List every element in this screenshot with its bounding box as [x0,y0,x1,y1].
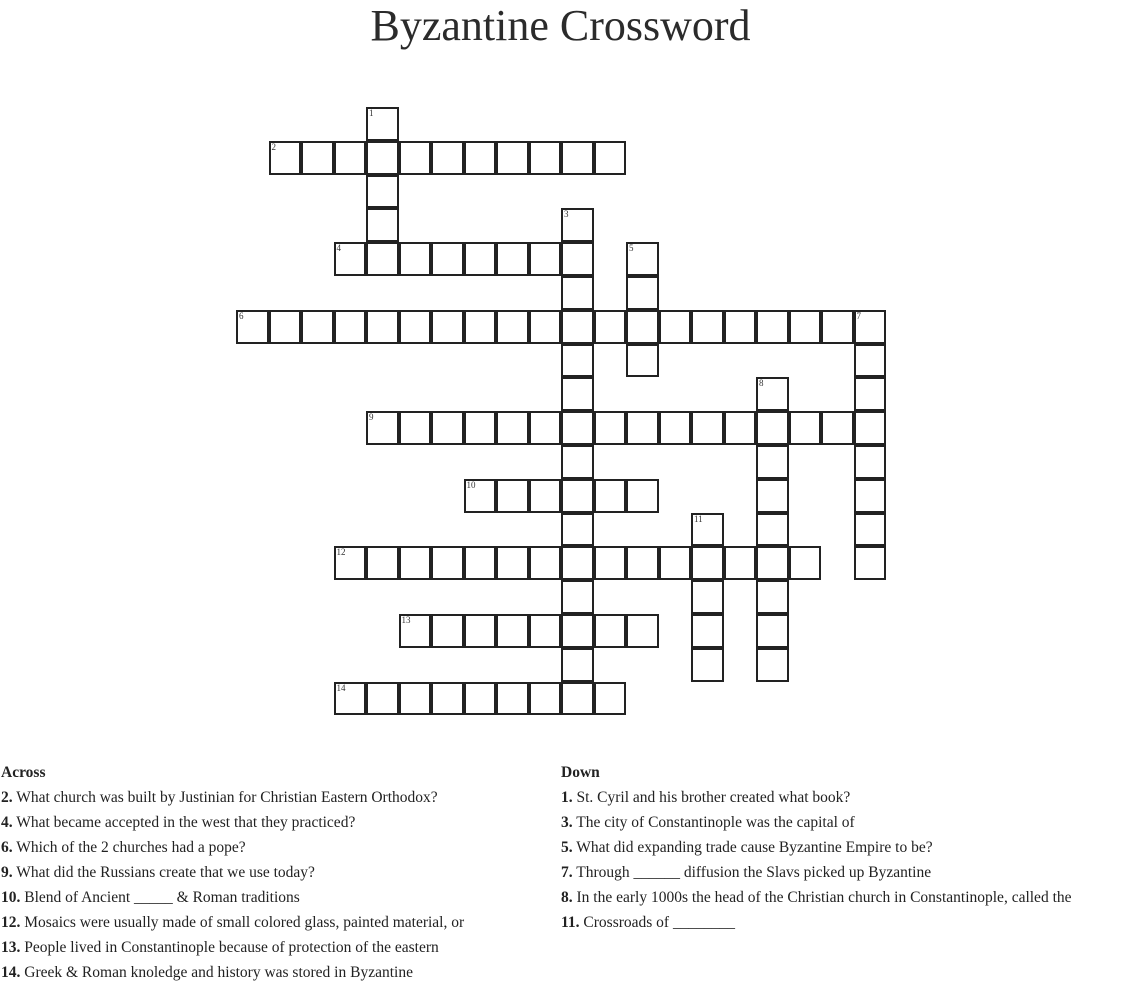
cell-number: 10 [466,479,476,490]
grid-cell[interactable] [691,648,724,682]
clue-number: 3. [561,814,573,831]
grid-cell[interactable] [529,546,562,580]
across-clue [1,860,541,885]
grid-cell[interactable] [366,411,399,445]
grid-cell[interactable] [529,242,562,276]
grid-cell[interactable] [431,411,464,445]
grid-cell[interactable] [561,513,594,547]
across-clues [1,760,541,985]
grid-cell[interactable] [789,411,822,445]
grid-cell[interactable] [496,682,529,716]
grid-cell[interactable] [561,344,594,378]
cell-number: 12 [336,547,346,558]
across-clue-list [1,785,541,985]
clue-text: What became accepted in the west that they practiced? [12,814,356,831]
grid-cell[interactable] [691,614,724,648]
down-clue [561,835,1121,860]
grid-cell[interactable] [399,141,432,175]
grid-cell[interactable] [691,546,724,580]
clue-number: 4. [1,814,13,831]
across-clue [1,935,541,960]
cell-number: 4 [336,243,341,254]
grid-cell[interactable] [626,479,659,513]
grid-cell[interactable] [399,546,432,580]
clue-number: 12. [1,914,21,931]
grid-cell[interactable] [561,648,594,682]
across-clue [1,910,541,935]
clue-text: In the early 1000s the head of the Christian church in Constantinople, called the [572,889,1072,906]
clue-number: 14. [1,964,21,981]
grid-cell[interactable] [561,310,594,344]
grid-cell[interactable] [464,614,497,648]
grid-cell[interactable] [431,141,464,175]
grid-cell[interactable] [399,614,432,648]
grid-cell[interactable] [269,310,302,344]
grid-cell[interactable] [561,445,594,479]
grid-cell[interactable] [626,310,659,344]
grid-cell[interactable] [301,141,334,175]
grid-cell[interactable] [399,242,432,276]
grid-cell[interactable] [756,614,789,648]
cell-number: 2 [271,141,276,152]
clue-text: People lived in Constantinople because of protection of the eastern [20,939,439,956]
grid-cell[interactable] [561,141,594,175]
clue-number: 8. [561,889,573,906]
across-clue [1,835,541,860]
across-clue [1,960,541,985]
grid-cell[interactable] [594,614,627,648]
grid-cell[interactable] [529,614,562,648]
down-clues [561,760,1121,935]
clue-text: Blend of Ancient _____ & Roman traditions [20,889,300,906]
grid-cell[interactable] [529,310,562,344]
grid-cell[interactable] [334,242,367,276]
grid-cell[interactable] [789,546,822,580]
grid-cell[interactable] [496,242,529,276]
grid-cell[interactable] [334,310,367,344]
grid-cell[interactable] [236,310,269,344]
grid-cell[interactable] [691,310,724,344]
grid-cell[interactable] [431,614,464,648]
grid-cell[interactable] [496,141,529,175]
cell-number: 8 [759,378,764,389]
clue-text: Greek & Roman knoledge and history was stored in Byzantine [20,964,413,981]
grid-cell[interactable] [334,682,367,716]
grid-cell[interactable] [594,310,627,344]
grid-cell[interactable] [561,242,594,276]
grid-cell[interactable] [659,310,692,344]
grid-cell[interactable] [399,411,432,445]
grid-cell[interactable] [594,479,627,513]
clue-number: 2. [1,789,13,806]
grid-cell[interactable] [366,310,399,344]
grid-cell[interactable] [821,411,854,445]
grid-cell[interactable] [854,513,887,547]
grid-cell[interactable] [659,411,692,445]
grid-cell[interactable] [594,682,627,716]
clue-text: Mosaics were usually made of small colored glass, painted material, or [20,914,465,931]
grid-cell[interactable] [561,580,594,614]
grid-cell[interactable] [561,208,594,242]
grid-cell[interactable] [529,141,562,175]
grid-cell[interactable] [626,276,659,310]
cell-number: 9 [369,412,374,423]
grid-cell[interactable] [464,141,497,175]
cell-number: 5 [629,243,634,254]
clue-number: 7. [561,864,573,881]
grid-cell[interactable] [626,546,659,580]
down-heading: Down [561,764,600,781]
down-clue-list [561,785,1121,935]
grid-cell[interactable] [269,141,302,175]
grid-cell[interactable] [756,310,789,344]
grid-cell[interactable] [854,344,887,378]
grid-cell[interactable] [561,479,594,513]
grid-cell[interactable] [366,208,399,242]
cell-number: 6 [239,310,244,321]
grid-cell[interactable] [594,546,627,580]
grid-cell[interactable] [464,242,497,276]
down-clue [561,810,1121,835]
grid-cell[interactable] [431,242,464,276]
grid-cell[interactable] [756,445,789,479]
grid-cell[interactable] [821,310,854,344]
grid-cell[interactable] [496,310,529,344]
clue-text: What did the Russians create that we use today? [12,864,315,881]
clue-number: 6. [1,839,13,856]
grid-cell[interactable] [399,310,432,344]
grid-cell[interactable] [496,614,529,648]
grid-cell[interactable] [691,513,724,547]
grid-cell[interactable] [756,580,789,614]
grid-cell[interactable] [724,546,757,580]
grid-cell[interactable] [756,411,789,445]
grid-cell[interactable] [756,546,789,580]
grid-cell[interactable] [366,175,399,209]
grid-cell[interactable] [756,513,789,547]
grid-cell[interactable] [854,445,887,479]
down-clue [561,910,1121,935]
grid-cell[interactable] [756,648,789,682]
grid-cell[interactable] [724,411,757,445]
grid-cell[interactable] [854,377,887,411]
grid-cell[interactable] [431,682,464,716]
grid-cell[interactable] [561,682,594,716]
grid-cell[interactable] [626,411,659,445]
grid-cell[interactable] [626,344,659,378]
grid-cell[interactable] [529,411,562,445]
grid-cell[interactable] [399,682,432,716]
grid-cell[interactable] [334,141,367,175]
page-title: Byzantine Crossword [370,1,751,50]
clue-number: 1. [561,789,573,806]
grid-cell[interactable] [464,310,497,344]
clue-number: 11. [561,914,580,931]
cell-number: 3 [564,209,569,220]
clue-number: 9. [1,864,13,881]
grid-cell[interactable] [724,310,757,344]
clue-text: St. Cyril and his brother created what book? [572,789,851,806]
grid-cell[interactable] [561,614,594,648]
clue-number: 13. [1,939,21,956]
clue-number: 5. [561,839,573,856]
across-heading: Across [1,764,46,781]
across-clue [1,885,541,910]
grid-cell[interactable] [529,479,562,513]
clue-number: 10. [1,889,21,906]
grid-cell[interactable] [366,107,399,141]
grid-cell[interactable] [464,682,497,716]
grid-cell[interactable] [659,546,692,580]
grid-cell[interactable] [431,310,464,344]
grid-cell[interactable] [301,310,334,344]
clue-text: Which of the 2 churches had a pope? [12,839,246,856]
grid-cell[interactable] [366,682,399,716]
grid-cell[interactable] [561,377,594,411]
grid-cell[interactable] [854,310,887,344]
cell-number: 13 [401,615,411,625]
down-clue [561,785,1121,810]
grid-cell[interactable] [464,411,497,445]
down-clue [561,860,1121,885]
grid-cell[interactable] [594,141,627,175]
grid-cell[interactable] [626,242,659,276]
grid-cell[interactable] [496,546,529,580]
grid-cell[interactable] [594,411,627,445]
grid-cell[interactable] [854,411,887,445]
clue-text: The city of Constantinople was the capital of [572,814,855,831]
grid-cell[interactable] [366,546,399,580]
grid-cell[interactable] [756,479,789,513]
grid-cell[interactable] [561,276,594,310]
grid-cell[interactable] [496,479,529,513]
down-clue [561,885,1121,910]
clue-text: What did expanding trade cause Byzantine Empire to be? [572,839,933,856]
grid-cell[interactable] [464,479,497,513]
grid-cell[interactable] [334,546,367,580]
grid-cell[interactable] [529,682,562,716]
cell-number: 1 [369,108,374,118]
grid-cell[interactable] [366,242,399,276]
across-clue [1,810,541,835]
grid-cell[interactable] [756,377,789,411]
clue-text: Crossroads of ________ [579,914,735,931]
grid-cell[interactable] [561,411,594,445]
cell-number: 7 [856,310,861,321]
grid-cell[interactable] [561,546,594,580]
grid-cell[interactable] [789,310,822,344]
grid-cell[interactable] [464,546,497,580]
grid-cell[interactable] [366,141,399,175]
clue-text: What church was built by Justinian for Christian Eastern Orthodox? [12,789,438,806]
grid-cell[interactable] [854,546,887,580]
grid-cell[interactable] [626,614,659,648]
grid-cell[interactable] [854,479,887,513]
across-clue [1,785,541,810]
grid-cell[interactable] [496,411,529,445]
grid-cell[interactable] [431,546,464,580]
clue-text: Through ______ diffusion the Slavs picked up Byzantine [572,864,932,881]
grid-cell[interactable] [691,411,724,445]
cell-number: 11 [694,513,703,524]
grid-cell[interactable] [691,580,724,614]
cell-number: 14 [336,682,346,693]
